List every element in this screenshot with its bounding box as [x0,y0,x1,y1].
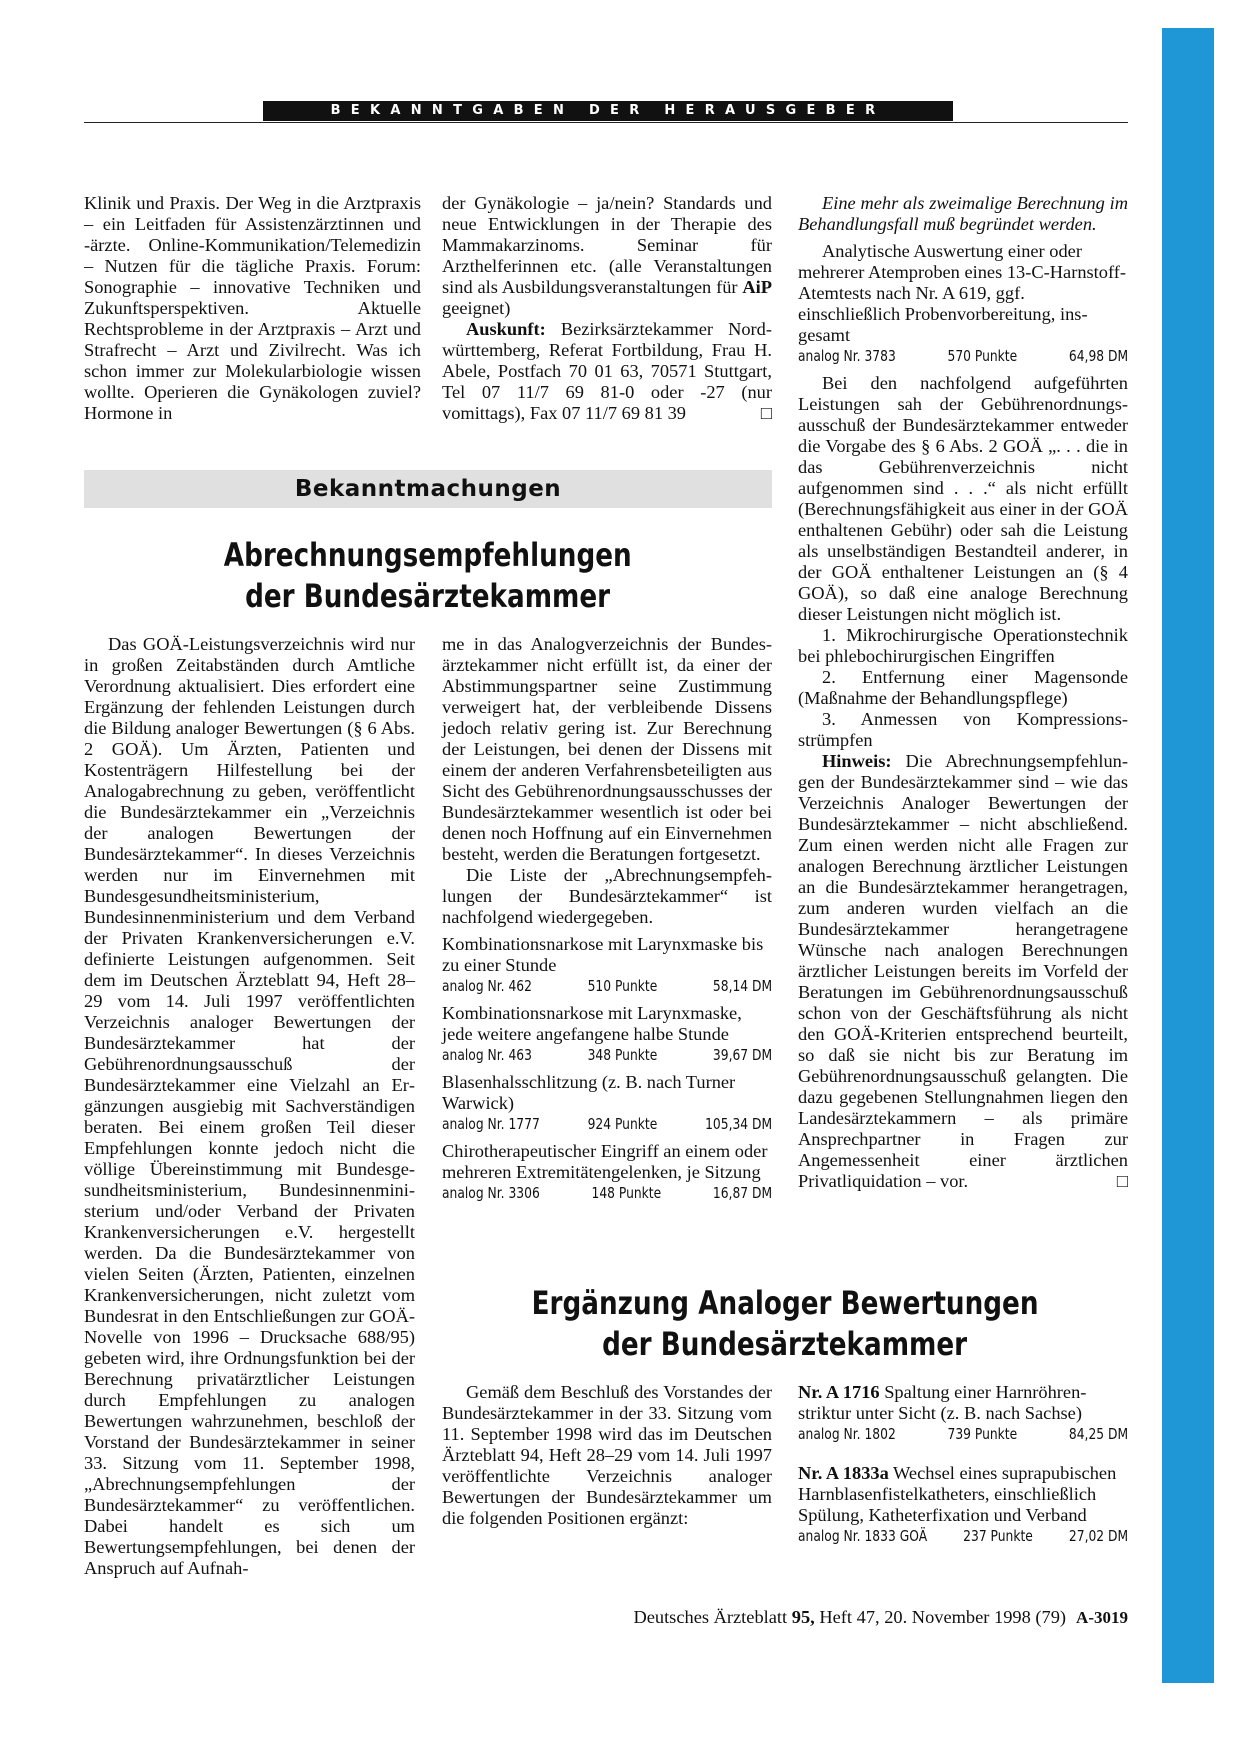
header-rule [84,122,1128,123]
hinweis-text: Die Abrechnungsempfehlungen der Bundesärztekammer sind – wie das Verzeichnis Analoger Bewertungen der Bundesärztekammer – nicht abschließend. Zum einen werden nicht alle Fragen zur analogen Berechnung ärztlicher Leistungen an die Bundesärztekammer herangetragen, zum anderen wurden vielfach an die Bundesärztekammer herangetragene Wünsche nach analogen Berechnungen ärztlicher Leistungen bereits im Vorfeld der Beratungen im Gebührenordnungsausschuß schon von der Geschäftsführung als nicht den GOÄ-Kriterien entsprechend beurteilt, so daß sie nicht bis zur Beratung im Gebührenordnungsausschuß gelangten. Die dazu gegebenen Stellungnahmen liegen den Landesärztekammern – als primäre Ansprechpartner in Fragen zur Angemessenheit einer ärztlichen Privatliquidation – vor. [798,751,1128,1191]
entry-description: Kombinationsnarkose mit Larynxmaske, jede weitere angefangene halbe Stunde [442,1003,742,1044]
billing-line [442,976,772,997]
billing-line [442,1183,772,1204]
billing-entry [442,1141,772,1204]
article1-column-2 [442,634,772,1204]
billing-line [798,1424,1128,1445]
article1-column-1 [84,634,415,1579]
article2-col1-text: Gemäß dem Beschluß des Vorstandes der Bundesärztekammer in der 33. Sitzung vom 11. September 1998 wird das im Deutschen Ärzteblatt 94, Heft 28–29 vom 14. Juli 1997 veröffentlichte Verzeichnis analoger Bewertungen der Bundesärztekammer um die folgenden Positionen ergänzt: [442,1382,772,1528]
billing-points: 570 Punkte [947,347,1018,365]
page-footer [560,1607,1128,1628]
footer-volume: 95, [791,1607,815,1627]
footer-journal: Deutsches Ärzteblatt [633,1607,792,1627]
article2-column-2 [798,1382,1128,1547]
top-col2-paragraph [442,193,772,319]
entry-description: Kombinationsnarkose mit Larynxmaske bis zu einer Stunde [442,934,764,975]
list-item: 2. Entfernung einer Magensonde (Maßnahme der Behandlungspflege) [798,667,1128,708]
billing-price: 64,98 DM [1068,347,1129,365]
billing-price: 105,34 DM [705,1115,773,1133]
billing-points: 739 Punkte [947,1425,1018,1443]
billing-price: 27,02 DM [1068,1527,1129,1545]
billing-code: analog Nr. 463 [442,1046,532,1064]
billing-points: 924 Punkte [587,1115,658,1133]
billing-points: 237 Punkte [963,1527,1033,1545]
item-number: Nr. A 1833a [798,1463,889,1483]
list-item: 1. Mikrochirurgische Operationstechnik bei phlebochirurgischen Eingriffen [798,625,1128,666]
item-description [798,1382,1128,1424]
entry-description: Analytische Auswertung einer oder mehrerer Atemproben eines 13-C-Harnstoff-Atemtests nach Nr. A 619, ggf. einschließlich Probenvorbereitung, insgesamt [798,241,1127,345]
paragraph-bei: Bei den nachfolgend aufgeführten Leistungen sah der Gebührenordnungsausschuß der Bundesärztekammer entweder die Vorgabe des § 6 Abs. 2 GOÄ „. . . die in das Gebührenverzeichnis nicht aufgenommen sind . . .“ als nicht erfüllt (Berechnungsfähigkeit aus einer in der GOÄ enthaltenen Gebühr) oder sah die Leistung als unselbständigen Bestandteil anderer, in der GOÄ enthaltener Leistungen an (§ 4 GOÄ), so daß eine analoge Berechnung dieser Leistungen nicht möglich ist. [798,373,1128,624]
article1-col1-text: Das GOÄ-Leistungsverzeichnis wird nur in großen Zeitabständen durch Amtliche Verordnung aktualisiert. Dies erfordert eine Ergänzung der fehlenden Leistungen durch die Bildung analoger Bewertungen (§ 6 Abs. 2 GOÄ). Um Ärzten, Patienten und Kostenträgern Hilfestellung bei der Analogabrechnung zu geben, veröffentlicht die Bundesärztekammer ein „Verzeichnis der analogen Bewertungen der Bundesärztekammer“. In dieses Verzeichnis werden nur im Einvernehmen mit Bundesgesundheitsministerium, Bundesinnenministerium und dem Verband der Privaten Krankenversicherungen e.V. definierte Leistungen aufgenommen. Seit dem im Deutschen Ärzteblatt 94, Heft 28–29 vom 14. Juli 1997 veröffentlichten Verzeichnis analoger Bewertungen der Bundesärztekammer hat der Gebührenordnungsausschuß der Bundesärztekammer eine Vielzahl an Ergänzungen ausgiebig mit Sachverständigen beraten. Bei einem großen Teil dieser Empfehlungen konnte jedoch nicht die völlige Übereinstimmung mit Bundesgesundheitsministerium, Bundesinnenministerium und/oder Verband der Privaten Krankenversicherungen e.V. hergestellt werden. Da die Bundesärztekammer von vielen Seiten (Ärzten, Patienten, einzelnen Krankenversicherungen, nicht zuletzt vom Bundesrat in den Entschließungen zur GOÄ-Novelle von 1996 – Drucksache 688/95) gebeten wird, ihre Ordnungsfunktion bei der Berechnung privatärztlicher Leistungen durch Empfehlungen zu analogen Bewertungen wahrzunehmen, beschloß der Vorstand der Bundesärztekammer in seiner 33. Sitzung vom 11. September 1998, „Abrechnungsempfehlungen der Bundesärztekammer“ zu veröffentlichen. Dabei handelt es sich um Bewertungsempfehlungen, bei denen der Anspruch auf Aufnah- [84,634,415,1578]
billing-points: 348 Punkte [587,1046,658,1064]
billing-code: analog Nr. 1802 [798,1425,896,1443]
article1-col2-p1: me in das Analogverzeichnis der Bundesärztekammer nicht erfüllt ist, da einer der Abstimmungspartner seine Zustimmung verweigert hat, der verbleibende Dissens jedoch relativ gering ist. Zur Berechnung der Leistungen, bei denen der Dissens mit einem der anderen Verfahrensbeteiligten aus Sicht des Gebührenordnungsausschusses der Bundesärztekammer wesentlich ist oder bei denen noch Hoffnung auf ein Einvernehmen besteht, werden die Beratungen fortgesetzt. [442,634,772,864]
billing-code: analog Nr. 1777 [442,1115,540,1133]
billing-code: analog Nr. 462 [442,977,532,995]
headline-2 [442,1283,1128,1365]
page-number: A-3019 [1076,1608,1128,1627]
billing-code: analog Nr. 1833 GOÄ [798,1527,928,1545]
blue-margin-bar [1162,28,1214,1683]
headline-1 [84,535,772,617]
item-text: Spaltung einer Harnröhrenstriktur unter Sicht (z. B. nach Sachse) [798,1382,1087,1423]
entry-description: Blasenhalsschlitzung (z. B. nach Turner Warwick) [442,1072,736,1113]
end-mark-icon: □ [1116,1171,1128,1191]
hinweis-label: Hinweis: [822,751,892,771]
headline-2-line1: Ergänzung Analoger Bewertungen [531,1284,1039,1322]
contact-label: Auskunft: [466,319,546,339]
top-column-1 [84,193,421,424]
italic-note: Eine mehr als zweimalige Berechnung im Behandlungsfall muß begründet werden. [798,193,1128,234]
contact-paragraph [442,319,772,424]
aip-label: AiP [742,277,772,297]
billing-line [798,1526,1128,1547]
headline-1-line2: der Bundesärztekammer [245,577,611,615]
top-column-2 [442,193,772,424]
contact-text: Bezirksärztekammer Nordwürttemberg, Referat Fortbildung, Frau H. Abele, Postfach 70 01 63, 70571 Stuttgart, Tel 07 11/7 69 81-0 oder -27 (nur vomittags), Fax 07 11/7 69 81 39 [442,319,772,423]
billing-line [442,1114,772,1135]
analog-item [798,1463,1128,1547]
top-col1-text: Klinik und Praxis. Der Weg in die Arztpraxis – ein Leitfaden für Assistenzärztinnen und -ärzte. Online-Kommunikation/Telemedizin – Nutzen für die tägliche Praxis. Forum: Sonographie – innovative Techniken und Zukunftsperspektiven. Aktuelle Rechtsprobleme in der Arztpraxis – Arzt und Strafrecht – Arzt und Zivilrecht. Was ich schon immer zur Molekularbiologie wissen wollte. Operieren die Gynäkologen zuviel? Hormone in [84,193,421,423]
billing-price: 39,67 DM [712,1046,773,1064]
billing-entry [442,1003,772,1066]
billing-line [442,1045,772,1066]
billing-price: 84,25 DM [1068,1425,1129,1443]
billing-code: analog Nr. 3783 [798,347,896,365]
top-col2-text-a: der Gynäkologie – ja/nein? Standards und neue Entwicklungen in der Therapie des Mammakarzinoms. Seminar für Arzthelferinnen etc. (alle Veranstaltungen sind als Ausbildungsveranstaltungen für [442,193,772,297]
section-label: Bekanntmachungen [84,470,772,508]
top-col2-text-b: geeignet) [442,298,511,318]
item-description [798,1463,1128,1526]
billing-code: analog Nr. 3306 [442,1184,540,1202]
billing-points: 148 Punkte [591,1184,662,1202]
billing-entry [798,241,1128,367]
article1-col2-p2: Die Liste der „Abrechnungsempfehlungen der Bundesärztekammer“ ist nachfolgend wiedergegeben. [442,865,772,927]
right-column [798,193,1128,1192]
header-band: BEKANNTGABEN DER HERAUSGEBER [263,101,953,121]
billing-points: 510 Punkte [587,977,658,995]
analog-item [798,1382,1128,1445]
article2-column-1 [442,1382,772,1529]
billing-entry [442,1072,772,1135]
list-item: 3. Anmessen von Kompressionsstrümpfen [798,709,1128,750]
end-mark-icon: □ [760,403,772,423]
headline-1-line1: Abrechnungsempfehlungen [224,536,632,574]
headline-2-line2: der Bundesärztekammer [602,1325,968,1363]
item-number: Nr. A 1716 [798,1382,880,1402]
entry-description: Chirotherapeutischer Eingriff an einem oder mehreren Extremitätengelenken, je Sitzung [442,1141,768,1182]
billing-line [798,346,1128,367]
billing-price: 16,87 DM [712,1184,773,1202]
footer-issue: Heft 47, 20. November 1998 (79) [814,1607,1067,1627]
item-text: Wechsel eines suprapubischen Harnblasenfistelkatheters, einschließlich Spülung, Katheterfixation und Verband [798,1463,1117,1525]
billing-price: 58,14 DM [712,977,773,995]
billing-entry [442,934,772,997]
hinweis-paragraph [798,751,1128,1192]
